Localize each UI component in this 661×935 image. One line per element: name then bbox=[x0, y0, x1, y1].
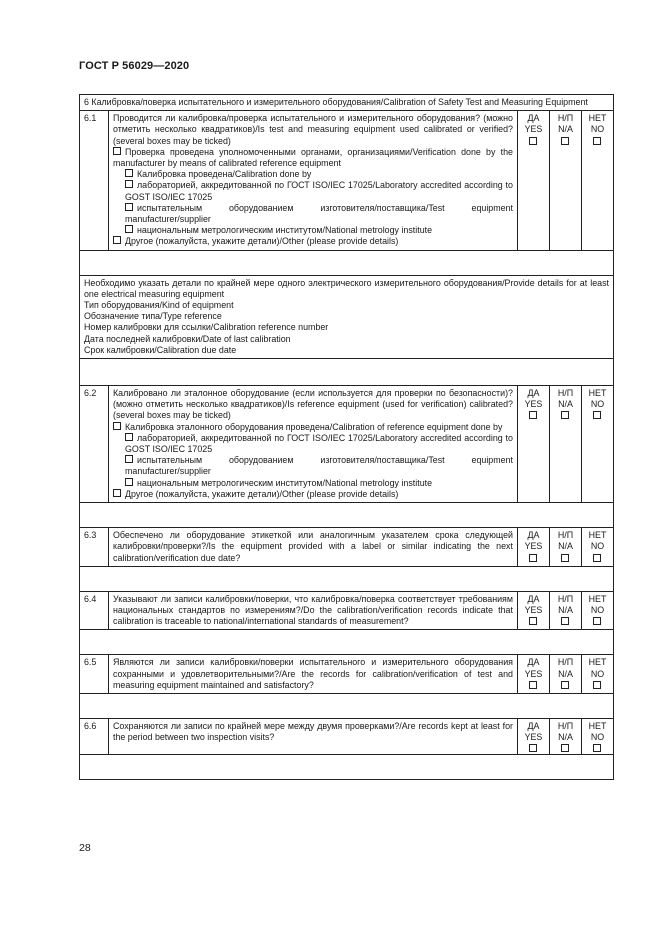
question-row-6-3 bbox=[80, 528, 614, 567]
section-title-row bbox=[80, 95, 614, 111]
answer-na[interactable]: Н/П N/A bbox=[549, 386, 581, 503]
answer-yes[interactable]: ДА YES bbox=[517, 655, 549, 694]
option-authorized[interactable]: Проверка проведена уполномоченными органами, организациями/Verification done by the manufacturer by means of calibrated reference equipment bbox=[113, 146, 513, 169]
checkbox-no[interactable] bbox=[593, 617, 601, 625]
sub-option-accredited[interactable]: лабораторией, аккредитованной по ГОСТ ISO/IEC 17025/Laboratory accredited according to GOST ISO/IEC 17025 bbox=[125, 432, 513, 455]
option-other[interactable]: Другое (пожалуйста, укажите детали)/Other (please provide details) bbox=[113, 236, 513, 247]
checkbox-yes[interactable] bbox=[529, 411, 537, 419]
checkbox-no[interactable] bbox=[593, 411, 601, 419]
checkbox-na[interactable] bbox=[561, 137, 569, 145]
comment-row-6-2 bbox=[80, 503, 614, 528]
checkbox-no[interactable] bbox=[593, 554, 601, 562]
checkbox[interactable] bbox=[125, 433, 133, 441]
answer-na[interactable]: Н/П N/A bbox=[549, 655, 581, 694]
answer-yes[interactable]: ДА YES bbox=[517, 386, 549, 503]
answer-no[interactable]: НЕТ NO bbox=[581, 591, 613, 630]
checkbox-yes[interactable] bbox=[529, 681, 537, 689]
checkbox[interactable] bbox=[113, 422, 121, 430]
checkbox-no[interactable] bbox=[593, 681, 601, 689]
comment-field[interactable] bbox=[80, 250, 614, 275]
details-last-date: Дата последней калибровки/Date of last calibration bbox=[84, 333, 291, 344]
answer-yes[interactable]: ДА YES bbox=[517, 528, 549, 567]
details-due-date: Срок калибровки/Calibration due date bbox=[84, 344, 237, 355]
option-other[interactable]: Другое (пожалуйста, укажите детали)/Other (please provide details) bbox=[113, 489, 513, 500]
details-input-row bbox=[80, 359, 614, 386]
checkbox[interactable] bbox=[125, 225, 133, 233]
answer-na[interactable]: Н/П N/A bbox=[549, 591, 581, 630]
answer-no[interactable]: НЕТ NO bbox=[581, 111, 613, 250]
question-text-6-5: Являются ли записи калибровки/поверки испытательного и измерительного оборудования сохранными и удовлетворительными?/Are the records for calibration/verification of test and measuring equipment maintained and satisfactory? bbox=[109, 655, 518, 694]
question-row-6-5 bbox=[80, 655, 614, 694]
answer-na[interactable]: Н/П N/A bbox=[549, 718, 581, 754]
checkbox[interactable] bbox=[113, 236, 121, 244]
comment-field[interactable] bbox=[80, 693, 614, 718]
option-calibration[interactable]: Калибровка проведена/Calibration done by bbox=[113, 169, 513, 180]
answer-na[interactable]: Н/П N/A bbox=[549, 111, 581, 250]
comment-field[interactable] bbox=[80, 566, 614, 591]
document-header: ГОСТ Р 56029—2020 bbox=[79, 60, 190, 72]
question-row-6-2 bbox=[80, 386, 614, 503]
question-main: Калибровано ли эталонное оборудование (если используется для проверки по безопасности)? (можно отметить несколько квадратиков)/Is reference equipment (used for verification) calibrated? (several boxes may be ticked) bbox=[113, 388, 513, 421]
answer-no[interactable]: НЕТ NO bbox=[581, 386, 613, 503]
checkbox-yes[interactable] bbox=[529, 137, 537, 145]
checkbox-yes[interactable] bbox=[529, 554, 537, 562]
comment-row-6-4 bbox=[80, 630, 614, 655]
details-field[interactable] bbox=[80, 359, 614, 386]
comment-field[interactable] bbox=[80, 503, 614, 528]
answer-yes[interactable]: ДА YES bbox=[517, 591, 549, 630]
checkbox-na[interactable] bbox=[561, 617, 569, 625]
checkbox-yes[interactable] bbox=[529, 617, 537, 625]
question-text-6-4: Указывают ли записи калибровки/поверки, что калибровка/поверка соответствует требованиям национальных стандартов по измерениям?/Do the calibration/verification records indicate that calibration is traceable to national/international standards of measurement? bbox=[109, 591, 518, 630]
question-number: 6.2 bbox=[80, 386, 109, 503]
sub-option-national[interactable]: национальным метрологическим институтом/National metrology institute bbox=[113, 478, 513, 489]
checkbox-na[interactable] bbox=[561, 411, 569, 419]
checkbox[interactable] bbox=[125, 169, 133, 177]
answer-no[interactable]: НЕТ NO bbox=[581, 718, 613, 754]
details-cal-ref: Номер калибровки для ссылки/Calibration reference number bbox=[84, 322, 329, 333]
checkbox-no[interactable] bbox=[593, 137, 601, 145]
checkbox[interactable] bbox=[125, 203, 133, 211]
question-number: 6.4 bbox=[80, 591, 109, 630]
question-main: Проводится ли калибровка/проверка испытательного и измерительного оборудования? (можно отметить несколько квадратиков)/Is test and measuring equipment used calibrated or verified? (several boxes may be ticked) bbox=[113, 113, 513, 146]
question-text-6-3: Обеспечено ли оборудование этикеткой или аналогичным указателем срока следующей калибровки/проверки?/Is the equipment provided with a label or similar indicating the next calibration/verification due date? bbox=[109, 528, 518, 567]
sub-option-national[interactable]: национальным метрологическим институтом/National metrology institute bbox=[113, 225, 513, 236]
answer-no[interactable]: НЕТ NO bbox=[581, 655, 613, 694]
question-row-6-4 bbox=[80, 591, 614, 630]
details-row bbox=[80, 275, 614, 358]
equipment-details bbox=[80, 275, 614, 358]
sub-option-accredited[interactable]: лабораторией, аккредитованной по ГОСТ ISO/IEC 17025/Laboratory accredited according to GOST ISO/IEC 17025 bbox=[125, 180, 513, 202]
answer-no[interactable]: НЕТ NO bbox=[581, 528, 613, 567]
question-number: 6.6 bbox=[80, 718, 109, 754]
question-text-6-6: Сохраняются ли записи по крайней мере между двумя проверками?/Are records kept at least for the period between two inspection visits? bbox=[109, 718, 518, 754]
section-title: 6 Калибровка/поверка испытательного и измерительного оборудования/Calibration of Safety Test and Measuring Equipment bbox=[80, 95, 614, 111]
question-row-6-1 bbox=[80, 111, 614, 250]
checkbox-yes[interactable] bbox=[529, 744, 537, 752]
details-intro: Необходимо указать детали по крайней мере одного электрического измерительного оборудования/Provide details for at least one electrical measuring equipment bbox=[84, 277, 609, 299]
checkbox[interactable] bbox=[125, 478, 133, 486]
answer-na[interactable]: Н/П N/A bbox=[549, 528, 581, 567]
question-number: 6.1 bbox=[80, 111, 109, 250]
checkbox[interactable] bbox=[113, 489, 121, 497]
checkbox[interactable] bbox=[113, 147, 121, 155]
checkbox[interactable] bbox=[125, 180, 133, 188]
checkbox-na[interactable] bbox=[561, 554, 569, 562]
comment-row-6-1 bbox=[80, 250, 614, 275]
comment-field[interactable] bbox=[80, 630, 614, 655]
sub-option-manufacturer[interactable]: испытательным оборудованием изготовителя/поставщика/Test equipment manufacturer/supplier bbox=[125, 455, 513, 477]
checklist-table bbox=[79, 94, 614, 780]
comment-field[interactable] bbox=[80, 755, 614, 780]
sub-option-manufacturer[interactable]: испытательным оборудованием изготовителя/поставщика/Test equipment manufacturer/supplier bbox=[125, 202, 513, 225]
question-text-6-2 bbox=[109, 386, 518, 503]
checkbox-na[interactable] bbox=[561, 744, 569, 752]
checkbox-no[interactable] bbox=[593, 744, 601, 752]
answer-yes[interactable]: ДА YES bbox=[517, 111, 549, 250]
checkbox-na[interactable] bbox=[561, 681, 569, 689]
question-text-6-1 bbox=[109, 111, 518, 250]
answer-yes[interactable]: ДА YES bbox=[517, 718, 549, 754]
option-calibration[interactable]: Калибровка эталонного оборудования проведена/Calibration of reference equipment done by bbox=[113, 422, 513, 433]
comment-row-6-5 bbox=[80, 693, 614, 718]
comment-row-6-6 bbox=[80, 755, 614, 780]
question-number: 6.3 bbox=[80, 528, 109, 567]
details-type-ref: Обозначение типа/Type reference bbox=[84, 311, 222, 322]
question-row-6-6 bbox=[80, 718, 614, 754]
details-kind: Тип оборудования/Kind of equipment bbox=[84, 300, 234, 311]
checkbox[interactable] bbox=[125, 455, 133, 463]
comment-row-6-3 bbox=[80, 566, 614, 591]
page-number: 28 bbox=[79, 842, 91, 854]
question-number: 6.5 bbox=[80, 655, 109, 694]
